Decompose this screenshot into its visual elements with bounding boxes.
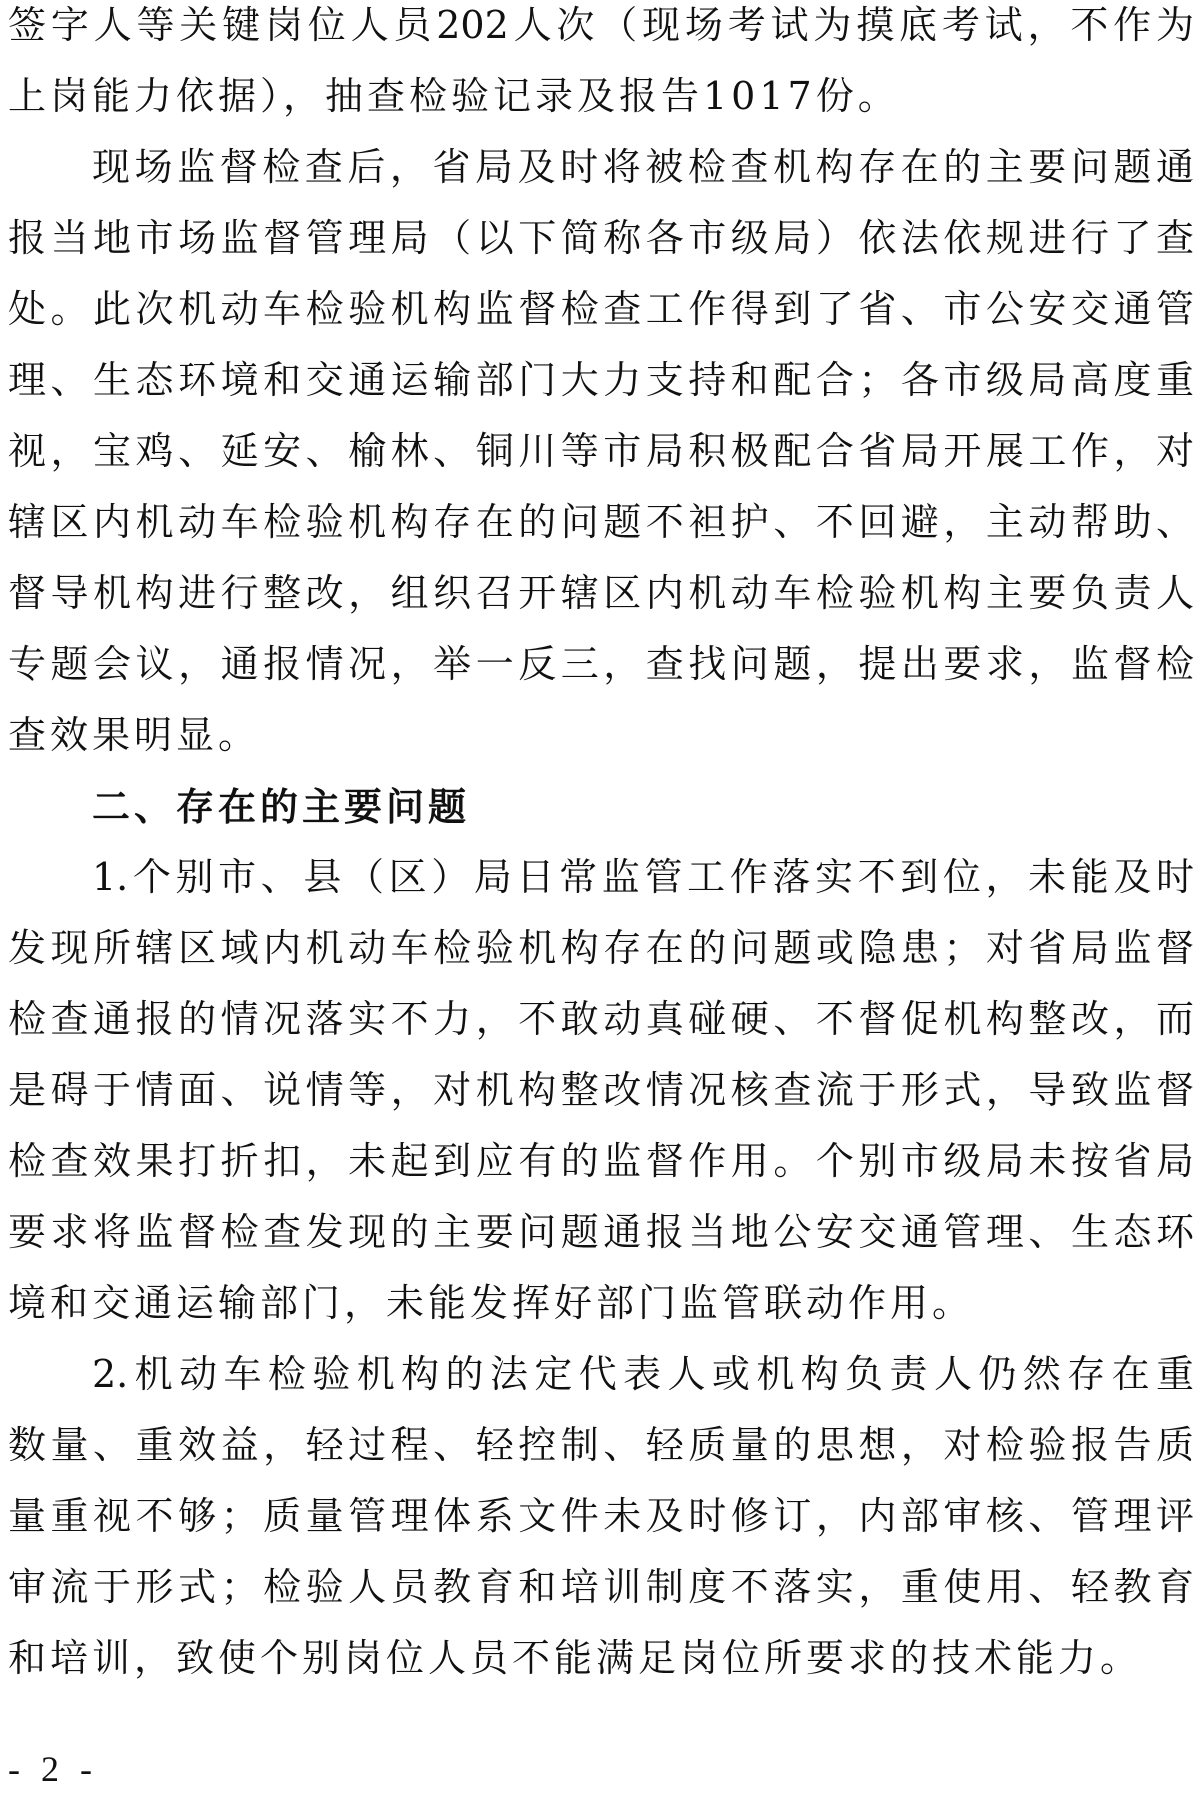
text-line: 境和交通运输部门，未能发挥好部门监管联动作用。	[8, 1281, 975, 1325]
text-line: 专题会议，通报情况，举一反三，查找问题，提出要求，监督检	[8, 642, 1194, 686]
text-line: 审流于形式；检验人员教育和培训制度不落实，重使用、轻教育	[8, 1565, 1194, 1609]
paragraph-start-line: 1.个别市、县（区）局日常监管工作落实不到位，未能及时	[92, 855, 1194, 899]
text-line: 量重视不够；质量管理体系文件未及时修订，内部审核、管理评	[8, 1494, 1194, 1538]
text-line: 检查效果打折扣，未起到应有的监督作用。个别市级局未按省局	[8, 1139, 1194, 1183]
text-line: 数量、重效益，轻过程、轻控制、轻质量的思想，对检验报告质	[8, 1423, 1194, 1467]
paragraph-start-line: 2.机动车检验机构的法定代表人或机构负责人仍然存在重	[92, 1352, 1194, 1396]
text-line: 处。此次机动车检验机构监督检查工作得到了省、市公安交通管	[8, 287, 1194, 331]
section-heading: 二、存在的主要问题	[92, 784, 471, 829]
text-line: 报当地市场监督管理局（以下简称各市级局）依法依规进行了查	[8, 216, 1194, 260]
text-line: 辖区内机动车检验机构存在的问题不袒护、不回避，主动帮助、	[8, 500, 1194, 544]
text-line: 查效果明显。	[8, 713, 261, 757]
document-body	[8, 0, 1194, 1694]
text-line: 视，宝鸡、延安、榆林、铜川等市局积极配合省局开展工作，对	[8, 429, 1194, 473]
text-line: 检查通报的情况落实不力，不敢动真碰硬、不督促机构整改，而	[8, 997, 1194, 1041]
text-line: 要求将监督检查发现的主要问题通报当地公安交通管理、生态环	[8, 1210, 1194, 1254]
text-line: 督导机构进行整改，组织召开辖区内机动车检验机构主要负责人	[8, 571, 1194, 615]
text-line: 理、生态环境和交通运输部门大力支持和配合；各市级局高度重	[8, 358, 1194, 402]
text-line: 签字人等关键岗位人员202人次（现场考试为摸底考试，不作为	[8, 3, 1194, 47]
text-line: 和培训，致使个别岗位人员不能满足岗位所要求的技术能力。	[8, 1636, 1143, 1680]
page-number: - 2 -	[8, 1749, 98, 1789]
paragraph-start-line: 现场监督检查后，省局及时将被检查机构存在的主要问题通	[92, 145, 1194, 189]
text-line: 是碍于情面、说情等，对机构整改情况核查流于形式，导致监督	[8, 1068, 1194, 1112]
text-line: 上岗能力依据），抽查检验记录及报告1017份。	[8, 74, 900, 118]
text-line: 发现所辖区域内机动车检验机构存在的问题或隐患；对省局监督	[8, 926, 1194, 970]
